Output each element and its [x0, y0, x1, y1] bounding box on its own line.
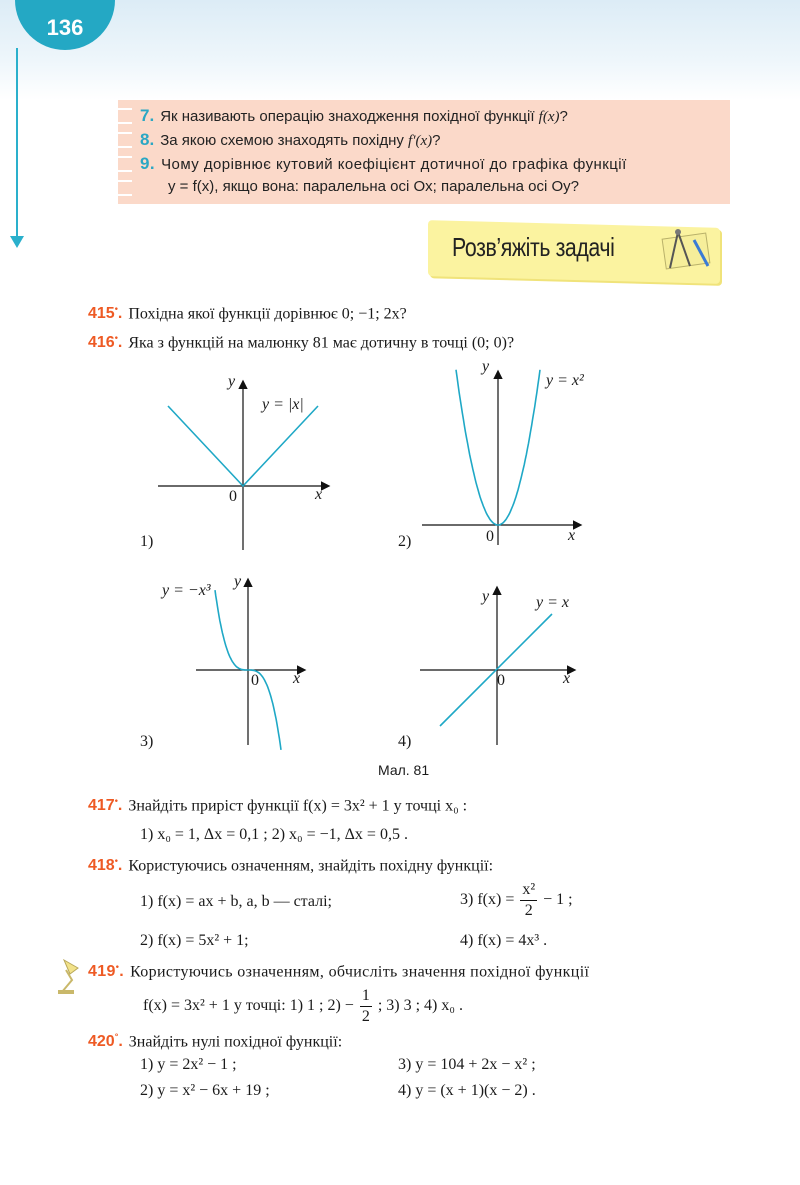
problem-417: 417•. Знайдіть приріст функції f(x) = 3x² + 1 у точці x₀ :: [88, 796, 468, 815]
graph1-y-label: y: [228, 373, 236, 390]
graph3-index: 3): [140, 733, 154, 750]
section-title: Розв’яжіть задачі: [452, 232, 615, 262]
stripe-decoration: [118, 156, 132, 172]
graph3-x-label: x: [293, 670, 301, 687]
graph4-y-label: y: [482, 588, 490, 605]
graph2-x-label: x: [568, 527, 576, 544]
graph4-x-label: x: [563, 670, 571, 687]
graph1-index: 1): [140, 533, 154, 550]
graph-neg-cube: [196, 580, 304, 750]
problem-419-points: f(x) = 3x² + 1 у точці: 1) 1 ; 2) − $\frac{1}{2}$ ; 3) 3 ; 4) x₀ .: [143, 987, 463, 1025]
stripe-decoration: [118, 108, 132, 124]
problem-420-item-3: 3) y = 104 + 2x − x² ;: [398, 1056, 536, 1073]
question-7: 7. Як називають операцію знаходження похідної функції f(x)?: [140, 106, 568, 125]
question-9: 9. Чому дорівнює кутовий коефіцієнт дотичної до графіка функції: [140, 154, 627, 173]
problem-418: 418•. Користуючись означенням, знайдіть похідну функції:: [88, 856, 494, 875]
problem-418-item-2: 2) f(x) = 5x² + 1;: [140, 932, 249, 949]
problem-420-item-4: 4) y = (x + 1)(x − 2) .: [398, 1082, 536, 1099]
graph-parabola: [422, 370, 580, 545]
page-number: 136: [15, 0, 115, 50]
graph2-origin: 0: [486, 528, 494, 545]
graph2-y-label: y: [482, 358, 490, 375]
graph1-x-label: x: [315, 486, 323, 503]
problem-418-item-3: 3) f(x) = $\frac{\text{x²}}{2}$ − 1 ;: [460, 881, 573, 919]
graph4-origin: 0: [497, 672, 505, 689]
problem-420: 420°. Знайдіть нулі похідної функції:: [88, 1032, 343, 1051]
graph3-y-label: y: [234, 573, 242, 590]
stripe-decoration: [118, 180, 132, 196]
graph4-formula: y = x: [536, 594, 569, 611]
problem-417-cases: 1) x₀ = 1, Δx = 0,1 ; 2) x₀ = −1, Δx = 0,5 .: [140, 826, 408, 843]
geometry-tools-icon: [660, 226, 716, 276]
review-questions-box: [118, 100, 730, 204]
graph2-index: 2): [398, 533, 412, 550]
header-background: [0, 0, 800, 100]
graph3-formula: y = −x³: [162, 582, 211, 599]
figure-81: [0, 360, 800, 780]
question-8: 8. За якою схемою знаходять похідну f′(x)?: [140, 130, 441, 149]
problem-418-item-1: 1) f(x) = ax + b, a, b — сталі;: [140, 893, 332, 910]
question-9-continuation: y = f(x), якщо вона: паралельна осі Ox; паралельна осі Oy?: [168, 178, 579, 195]
figure-caption: Мал. 81: [378, 762, 430, 778]
graph2-formula: y = x²: [546, 372, 584, 389]
graph3-origin: 0: [251, 672, 259, 689]
graph1-formula: y = |x|: [262, 396, 304, 413]
problem-420-item-1: 1) y = 2x² − 1 ;: [140, 1056, 237, 1073]
problem-415: 415•. Похідна якої функції дорівнює 0; −1; 2x?: [88, 304, 407, 323]
problem-419: 419•. Користуючись означенням, обчисліть значення похідної функції: [88, 962, 590, 981]
problem-420-item-2: 2) y = x² − 6x + 19 ;: [140, 1082, 270, 1099]
problem-416: 416•. Яка з функцій на малюнку 81 має дотичну в точці (0; 0)?: [88, 333, 515, 352]
graph1-origin: 0: [229, 488, 237, 505]
lamp-icon: [56, 956, 90, 996]
stripe-decoration: [118, 132, 132, 148]
margin-line: [16, 48, 18, 238]
graph4-index: 4): [398, 733, 412, 750]
problem-418-item-4: 4) f(x) = 4x³ .: [460, 932, 548, 949]
margin-arrow-icon: [10, 236, 24, 248]
